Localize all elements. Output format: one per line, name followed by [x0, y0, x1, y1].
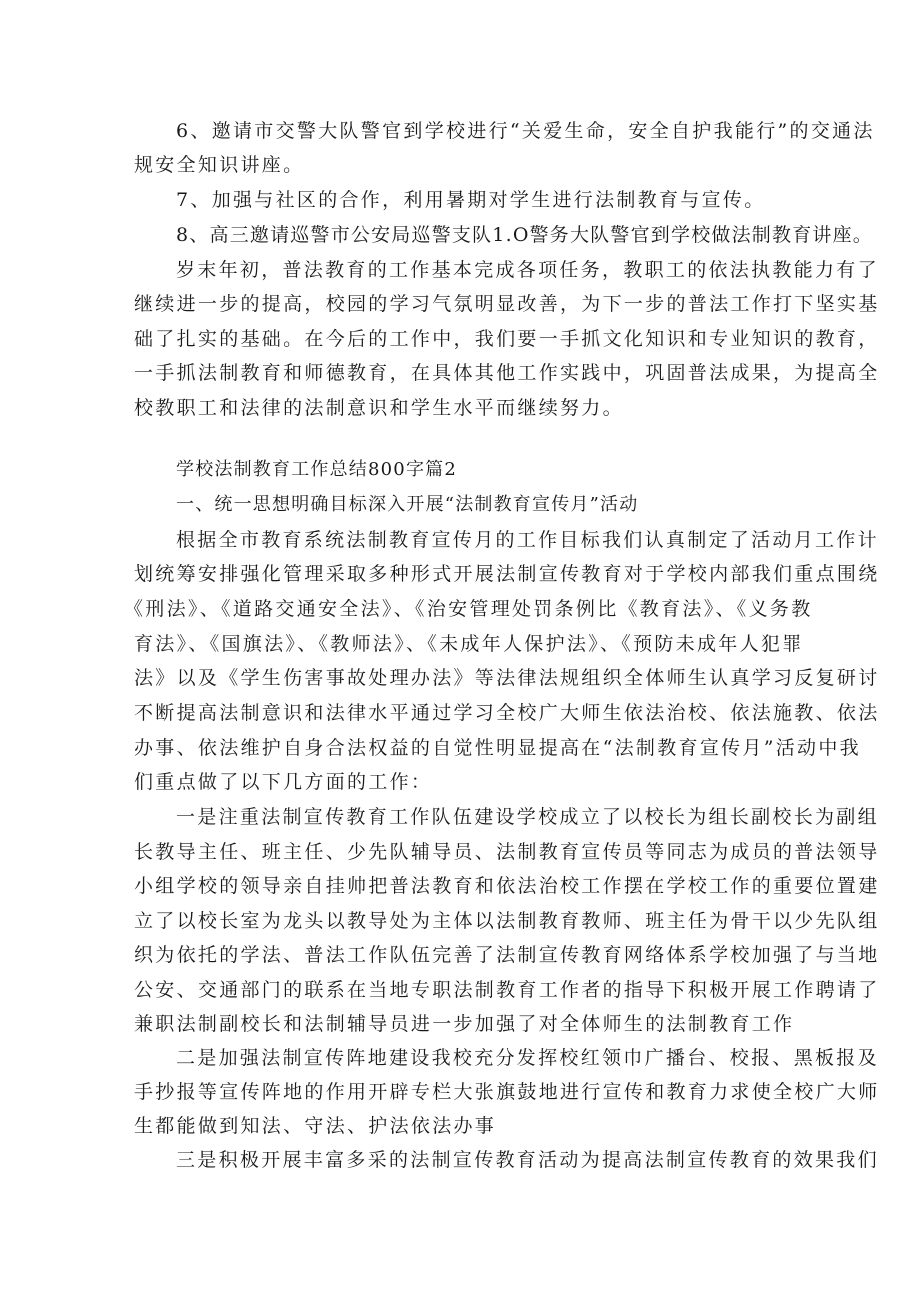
subsection-heading: 一、统一思想明确目标深入开展“法制教育宣传月”活动	[176, 494, 639, 515]
paragraph-line: 础了扎实的基础。在今后的工作中，我们要一手抓文化知识和专业知识的教育，	[134, 328, 880, 350]
paragraph-line: 岁末年初，普法教育的工作基本完成各项任务，教职工的依法执教能力有了	[176, 259, 879, 281]
paragraph-line: 一是注重法制宣传教育工作队伍建设学校成立了以校长为组长副校长为副组	[176, 806, 879, 828]
paragraph-line: 长教导主任、班主任、少先队辅导员、法制教育宣传员等同志为成员的普法领导	[134, 841, 880, 863]
paragraph-line: 办事、依法维护自身合法权益的自觉性明显提高在“法制教育宣传月”活动中我	[134, 737, 861, 759]
paragraph-line: 兼职法制副校长和法制辅导员进一步加强了对全体师生的法制教育工作	[134, 1013, 795, 1035]
paragraph-line: 二是加强法制宣传阵地建设我校充分发挥校红领巾广播台、校报、黑板报及	[176, 1047, 879, 1069]
paragraph-line: 育法》、《国旗法》、《教师法》、《未成年人保护法》、《预防未成年人犯罪	[134, 633, 804, 655]
paragraph-line: 立了以校长室为龙头以教导处为主体以法制教育教师、班主任为骨干以少先队组	[134, 910, 880, 932]
paragraph-line: 公安、交通部门的联系在当地专职法制教育工作者的指导下积极开展工作聘请了	[134, 979, 880, 1001]
paragraph-line: 三是积极开展丰富多采的法制宣传教育活动为提高法制宣传教育的效果我们	[176, 1149, 879, 1171]
paragraph-line: 小组学校的领导亲自挂帅把普法教育和依法治校工作摆在学校工作的重要位置建	[134, 875, 880, 897]
paragraph-line: 8、高三邀请巡警市公安局巡警支队1.O警务大队警官到学校做法制教育讲座。	[176, 224, 873, 246]
paragraph-line: 一手抓法制教育和师德教育，在具体其他工作实践中，巩固普法成果，为提高全	[134, 362, 880, 384]
paragraph-line: 根据全市教育系统法制教育宣传月的工作目标我们认真制定了活动月工作计	[176, 529, 879, 551]
paragraph-line: 继续进一步的提高，校园的学习气氛明显改善，为下一步的普法工作打下坚实基	[134, 293, 880, 315]
paragraph-line: 生都能做到知法、守法、护法依法办事	[134, 1115, 497, 1137]
paragraph-line: 不断提高法制意识和法律水平通过学习全校广大师生依法治校、依法施教、依法	[134, 702, 880, 724]
paragraph-line: 校教职工和法律的法制意识和学生水平而继续努力。	[134, 397, 624, 419]
paragraph-line: 《刑法》、《道路交通安全法》、《治安管理处罚条例比《教育法》、《义务教	[124, 598, 813, 620]
paragraph-line: 们重点做了以下几方面的工作：	[134, 771, 433, 793]
section-heading: 学校法制教育工作总结800字篇2	[176, 459, 458, 480]
paragraph-line: 规安全知识讲座。	[134, 154, 305, 176]
paragraph-line: 织为依托的学法、普法工作队伍完善了法制宣传教育网络体系学校加强了与当地	[134, 944, 880, 966]
paragraph-line: 7、加强与社区的合作，利用暑期对学生进行法制教育与宣传。	[176, 189, 766, 211]
paragraph-line: 6、邀请市交警大队警官到学校进行“关爱生命，安全自护我能行”的交通法	[176, 120, 875, 142]
paragraph-line: 手抄报等宣传阵地的作用开辟专栏大张旗鼓地进行宣传和教育力求使全校广大师	[134, 1081, 880, 1103]
paragraph-line: 法》以及《学生伤害事故处理办法》等法律法规组织全体师生认真学习反复研讨	[134, 667, 880, 689]
paragraph-line: 划统筹安排强化管理采取多种形式开展法制宣传教育对于学校内部我们重点围绕	[134, 563, 880, 585]
